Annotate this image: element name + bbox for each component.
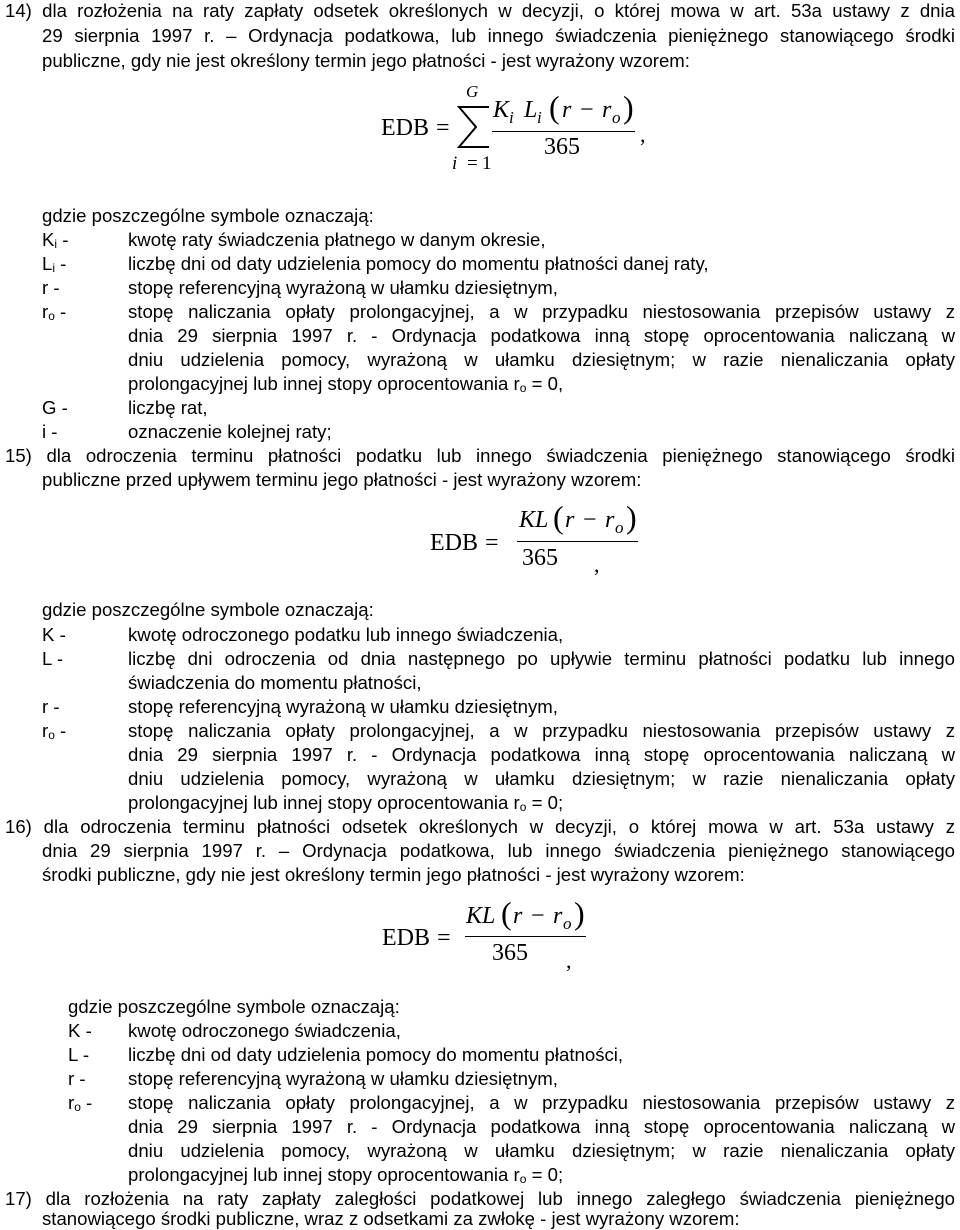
formula-denominator: 365 (522, 545, 558, 571)
formula-minus: − (580, 97, 594, 123)
symbol-label: $L_i$ - (42, 253, 67, 275)
symbol-label: $r_o$ - (42, 301, 67, 323)
formula-numerator-kl: KL (519, 507, 549, 533)
symbol-definition: stopę referencyjną wyrażoną w ułamku dziesiętnym, (128, 696, 558, 717)
symbols-intro: gdzie poszczególne symbole oznaczają: (42, 599, 374, 620)
symbol-definition: stopę referencyjną wyrażoną w ułamku dziesiętnym, (128, 1068, 558, 1089)
symbol-definition: liczbę dni od daty udzielenia pomocy do momentu płatności danej raty, (128, 253, 709, 274)
fraction-bar (492, 131, 635, 132)
formula-denominator: 365 (544, 134, 580, 160)
symbol-label: r - (42, 277, 60, 298)
formula-minus: − (583, 507, 597, 533)
formula-lhs: EDB (381, 115, 429, 141)
formula-ro-sub: o (615, 518, 624, 537)
formula-minus: − (531, 903, 545, 929)
item-17-line-1: 17) dla rozłożenia na raty zapłaty zaległości podatkowej lub innego zaległego świadczenia pieniężnego (5, 1188, 955, 1209)
symbol-label: K - (68, 1020, 92, 1041)
formula-k-sub: i (509, 108, 514, 127)
symbol-definition: prolongacyjnej lub innej stopy oprocentowania $r_o = 0$; (128, 792, 564, 814)
formula-ro: r (602, 97, 612, 123)
symbol-label: G - (42, 397, 68, 418)
symbol-definition: stopę referencyjną wyrażoną w ułamku dziesiętnym, (128, 277, 558, 298)
fraction-bar (465, 936, 586, 937)
symbol-label: K - (42, 624, 66, 645)
formula-r: r (565, 507, 575, 533)
symbol-definition: dniu udzielenia pomocy, wyrażoną w ułamku dziesiętnym; w razie nienaliczania opłaty (128, 768, 955, 789)
item-15-line-1: 15) dla odroczenia terminu płatności podatku lub innego świadczenia pieniężnego stanowiącego środki (5, 445, 955, 466)
item-14-line-3: publiczne, gdy nie jest określony termin jego płatności - jest wyrażony wzorem: (42, 50, 690, 71)
symbol-label: r - (42, 696, 60, 717)
item-17-line-2: stanowiącego środki publiczne, wraz z odsetkami za zwłokę - jest wyrażony wzorem: (42, 1208, 740, 1229)
symbol-label: L - (68, 1044, 90, 1065)
symbol-definition: liczbę rat, (128, 397, 208, 418)
formula-l: L (524, 97, 538, 123)
formula-k: K (493, 97, 510, 123)
symbol-definition: dnia 29 sierpnia 1997 r. - Ordynacja podatkowa inną stopę oprocentowania naliczaną w (128, 325, 955, 346)
item-16-line-1: 16) dla odroczenia terminu płatności odsetek określonych w decyzji, o której mowa w art. 53a ustawy z (5, 816, 955, 837)
formula-ro-sub: o (563, 914, 572, 933)
formula-ro-sub: o (612, 108, 621, 127)
formula-ro: r (605, 507, 615, 533)
sum-lower-index: i (452, 153, 458, 174)
symbol-label: i - (42, 421, 58, 442)
right-paren: ) (574, 895, 585, 931)
symbol-definition: kwotę raty świadczenia płatnego w danym okresie, (128, 229, 546, 250)
formula-l-sub: i (537, 108, 542, 127)
formula-r: r (562, 97, 572, 123)
formula-lhs: EDB (430, 530, 478, 556)
symbol-definition: dnia 29 sierpnia 1997 r. - Ordynacja podatkowa inną stopę oprocentowania naliczaną w (128, 744, 955, 765)
symbols-intro: gdzie poszczególne symbole oznaczają: (42, 205, 374, 226)
symbol-definition: świadczenia do momentu płatności, (128, 672, 422, 693)
right-paren: ) (626, 499, 637, 535)
symbol-definition: dniu udzielenia pomocy, wyrażoną w ułamku dziesiętnym; w razie nienaliczania opłaty (128, 1140, 955, 1161)
formula-ro: r (553, 903, 563, 929)
symbol-definition: stopę naliczania opłaty prolongacyjnej, a w przypadku niestosowania przepisów ustawy z (128, 301, 955, 322)
left-paren: ( (501, 895, 512, 931)
item-16-line-2: dnia 29 sierpnia 1997 r. – Ordynacja podatkowa, lub innego świadczenia pieniężnego stanowiącego (42, 840, 955, 861)
symbol-label: L - (42, 648, 64, 669)
symbol-definition: dnia 29 sierpnia 1997 r. - Ordynacja podatkowa inną stopę oprocentowania naliczaną w (128, 1116, 955, 1137)
formula-numerator-kl: KL (466, 903, 496, 929)
symbol-definition: prolongacyjnej lub innej stopy oprocentowania $r_o = 0$; (128, 1164, 564, 1186)
symbol-definition: dniu udzielenia pomocy, wyrażoną w ułamku dziesiętnym; w razie nienaliczania opłaty (128, 349, 955, 370)
symbol-definition: liczbę dni odroczenia od dnia następnego po upływie terminu płatności podatku lub innego (128, 648, 955, 669)
formula-equals: = (437, 925, 451, 951)
formula-equals: = (436, 115, 450, 141)
fraction-bar (517, 541, 638, 542)
item-14-line-1: 14) dla rozłożenia na raty zapłaty odsetek określonych w decyzji, o której mowa w art. 53a ustawy z dnia (5, 0, 955, 21)
formula-lhs: EDB (382, 925, 430, 951)
left-paren: ( (553, 499, 564, 535)
item-15-line-2: publiczne przed upływem terminu jego płatności - jest wyrażony wzorem: (42, 469, 642, 490)
symbol-definition: stopę naliczania opłaty prolongacyjnej, a w przypadku niestosowania przepisów ustawy z (128, 720, 955, 741)
symbol-definition: kwotę odroczonego podatku lub innego świadczenia, (128, 624, 564, 645)
left-paren: ( (549, 89, 560, 125)
symbol-definition: oznaczenie kolejnej raty; (128, 421, 332, 442)
symbol-label: $r_o$ - (42, 720, 67, 742)
formula-r: r (513, 903, 523, 929)
symbol-definition: kwotę odroczonego świadczenia, (128, 1020, 401, 1041)
sum-lower-value: 1 (482, 153, 492, 174)
sum-sign-icon (456, 104, 492, 150)
formula-denominator: 365 (492, 940, 528, 966)
symbols-intro: gdzie poszczególne symbole oznaczają: (68, 996, 400, 1017)
symbol-definition: liczbę dni od daty udzielenia pomocy do momentu płatności, (128, 1044, 624, 1065)
sum-lower-equals: = (467, 153, 478, 174)
item-16-line-3: środki publiczne, gdy nie jest określony termin jego płatności - jest wyrażony wzorem: (42, 864, 745, 885)
item-14-line-2: 29 sierpnia 1997 r. – Ordynacja podatkowa, lub innego świadczenia pieniężnego stanowiącego środki (42, 25, 955, 46)
formula-equals: = (485, 530, 499, 556)
symbol-definition: prolongacyjnej lub innej stopy oprocentowania $r_o = 0$, (128, 373, 564, 395)
sum-upper-limit: G (466, 82, 479, 101)
symbol-label: r - (68, 1068, 86, 1089)
right-paren: ) (623, 89, 634, 125)
formula-comma: , (640, 122, 646, 147)
symbol-definition: stopę naliczania opłaty prolongacyjnej, a w przypadku niestosowania przepisów ustawy z (128, 1092, 955, 1113)
symbol-label: $K_i$ - (42, 229, 69, 251)
symbol-label: $r_o$ - (68, 1092, 93, 1114)
formula-comma: , (566, 948, 572, 973)
formula-comma: , (594, 552, 600, 577)
